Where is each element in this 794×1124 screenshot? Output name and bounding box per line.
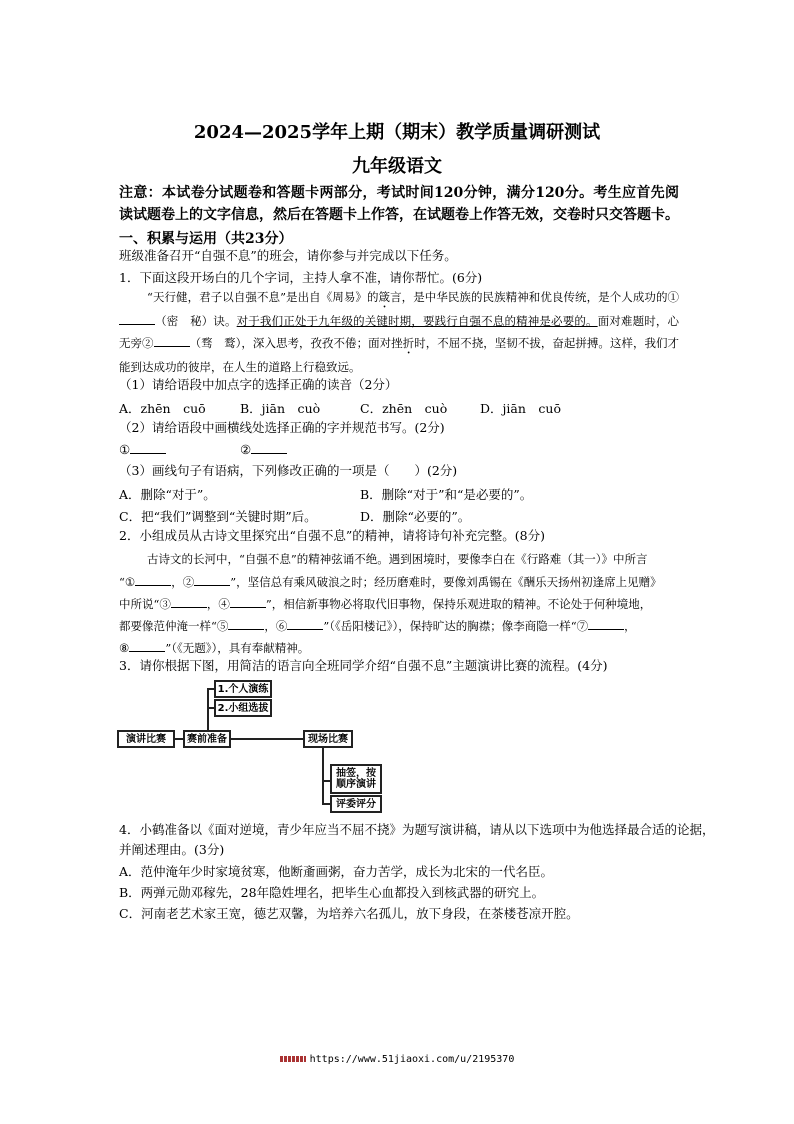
page-subtitle: 九年级语文	[352, 156, 442, 177]
diagram-root-box: 演讲比赛	[117, 730, 175, 748]
exam-notice: 注意：本试卷分试题卷和答题卡两部分，考试时间120分钟，满分120分。考生应首先阅读试题卷上的文字信息，然后在答题卡上作答，在试题卷上作答无效，交卷时只交答题卡。	[119, 185, 679, 223]
poem-blank-2[interactable]	[194, 573, 230, 586]
underlined-sentence: 对于我们正处于九年级的关键时期，要践行自强不息的精神是必要的。	[236, 314, 598, 328]
q1-sub2: （2）请给语段中画横线处选择正确的字并规范书写。(2分)	[119, 420, 445, 435]
diagram-prep-step-2: 2.小组选拔	[214, 699, 272, 717]
poem-blank-4[interactable]	[230, 595, 266, 608]
q2-line-1: 古诗文的长河中，“自强不息”的精神弦诵不绝。遇到困境时，要像李白在《行路难（其一）》中所言	[147, 552, 648, 566]
flow-diagram	[117, 676, 402, 816]
q2-line-3: 中所说“③ ，④ ”，相信新事物必将取代旧事物，保持乐观进取的精神。不论处于何种境地，	[119, 597, 652, 611]
q1-sub3-option-d[interactable]: D．删除“必要的”。	[360, 509, 471, 524]
page-title: 2024—2025学年上期（期末）教学质量调研测试	[193, 122, 601, 143]
poem-blank-7[interactable]	[588, 617, 624, 630]
connector	[322, 780, 330, 782]
q4-option-b[interactable]: B．两弹元勋邓稼先，28年隐姓埋名，把毕生心血都投入到核武器的研究上。	[119, 885, 545, 900]
q1-stem: 1．下面这段开场白的几个字词，主持人拿不准，请你帮忙。(6分)	[119, 270, 483, 285]
q1-passage: “天行健，君子以自强不息”是出自《周易》的箴言，是中华民族的民族精神和优良传统，是个人成功的①（密 秘）诀。对于我们正处于九年级的关键时期，要践行自强不息的精神是必要的。面对难题时，心无旁② （骛 鹜），深入思考，孜孜不倦；面对挫折时，不屈不挠，坚韧不拔，奋起拼搏。这样，我们才能到达成功的彼岸，在人生的道路上行稳致远。	[119, 290, 680, 374]
q2-line-5: ⑧ ”（《无题》），具有奉献精神。	[119, 641, 310, 655]
intro-text: 班级准备召开“自强不息”的班会，请你参与并完成以下任务。	[119, 248, 457, 263]
diagram-prep-step-1: 1.个人演练	[214, 680, 272, 698]
q4-option-a[interactable]: A．范仲淹年少时家境贫寒，他断齑画粥，奋力苦学，成长为北宋的一代名臣。	[119, 864, 554, 879]
footer-url[interactable]: https://www.51jiaoxi.com/u/2195370	[309, 1054, 515, 1065]
connector	[207, 688, 209, 732]
section-heading: 一、积累与运用（共23分）	[119, 231, 293, 247]
poem-blank-1[interactable]	[135, 573, 171, 586]
site-logo-icon	[280, 1056, 306, 1062]
connector	[229, 738, 303, 740]
q1-sub3-option-a[interactable]: A．删除“对于”。	[119, 487, 216, 502]
q1-sub3-option-b[interactable]: B．删除“对于”和“是必要的”。	[360, 487, 533, 502]
q1-sub1-option-b[interactable]: B．jiān cuò	[240, 401, 321, 416]
q1-sub3-option-c[interactable]: C．把“我们”调整到“关键时期”后。	[119, 509, 317, 524]
footer	[0, 1054, 794, 1065]
dotted-char: 折	[402, 335, 415, 350]
blank-2[interactable]	[154, 334, 190, 347]
connector	[322, 746, 324, 804]
poem-blank-8[interactable]	[129, 639, 165, 652]
q1-sub1-option-d[interactable]: D．jiān cuō	[480, 401, 561, 416]
q1-sub2-blank-1[interactable]: ①	[119, 441, 166, 457]
q1-sub1-option-c[interactable]: C．zhēn cuò	[360, 401, 448, 416]
connector	[322, 803, 330, 805]
q4-option-c[interactable]: C．河南老艺术家王宽，德艺双馨，为培养六名孤儿，放下身段，在茶楼苍凉开腔。	[119, 906, 579, 921]
q2-line-2: “① ，② ”，坚信总有乘风破浪之时；经历磨难时，要像刘禹锡在《酬乐天扬州初逢席上见赠》	[119, 575, 662, 589]
diagram-live-step-2: 评委评分	[330, 795, 382, 813]
diagram-live-box: 现场比赛	[303, 730, 353, 748]
q2-line-4: 都要像范仲淹一样“⑤ ，⑥ ”（《岳阳楼记》），保持旷达的胸襟；像李商隐一样“⑦ ，	[119, 619, 636, 633]
poem-blank-5[interactable]	[228, 617, 264, 630]
blank-1[interactable]	[119, 312, 155, 325]
q1-sub3: （3）画线句子有语病，下列修改正确的一项是（ ）(2分)	[119, 463, 458, 478]
poem-blank-6[interactable]	[287, 617, 323, 630]
q1-sub2-blank-2[interactable]: ②	[240, 441, 287, 457]
diagram-live-step-1: 抽签，按顺序演讲	[330, 764, 382, 794]
q4-stem-line-2: 并阐述理由。(3分)	[119, 842, 225, 857]
dotted-char: 箴	[378, 290, 391, 304]
q4-stem-line-1: 4．小鹤准备以《面对逆境，青少年应当不屈不挠》为题写演讲稿，请从以下选项中为他选择最合适的论据，	[119, 822, 715, 837]
q1-sub1-option-a[interactable]: A．zhēn cuō	[119, 401, 206, 416]
q3-stem: 3．请你根据下图，用简洁的语言向全班同学介绍“自强不息”主题演讲比赛的流程。(4分)	[119, 658, 608, 673]
q1-sub1: （1）请给语段中加点字的选择正确的读音（2分）	[119, 377, 398, 392]
q2-stem: 2．小组成员从古诗文里探究出“自强不息”的精神，请将诗句补充完整。(8分)	[119, 528, 545, 543]
diagram-prep-box: 赛前准备	[183, 730, 231, 748]
poem-blank-3[interactable]	[171, 595, 207, 608]
